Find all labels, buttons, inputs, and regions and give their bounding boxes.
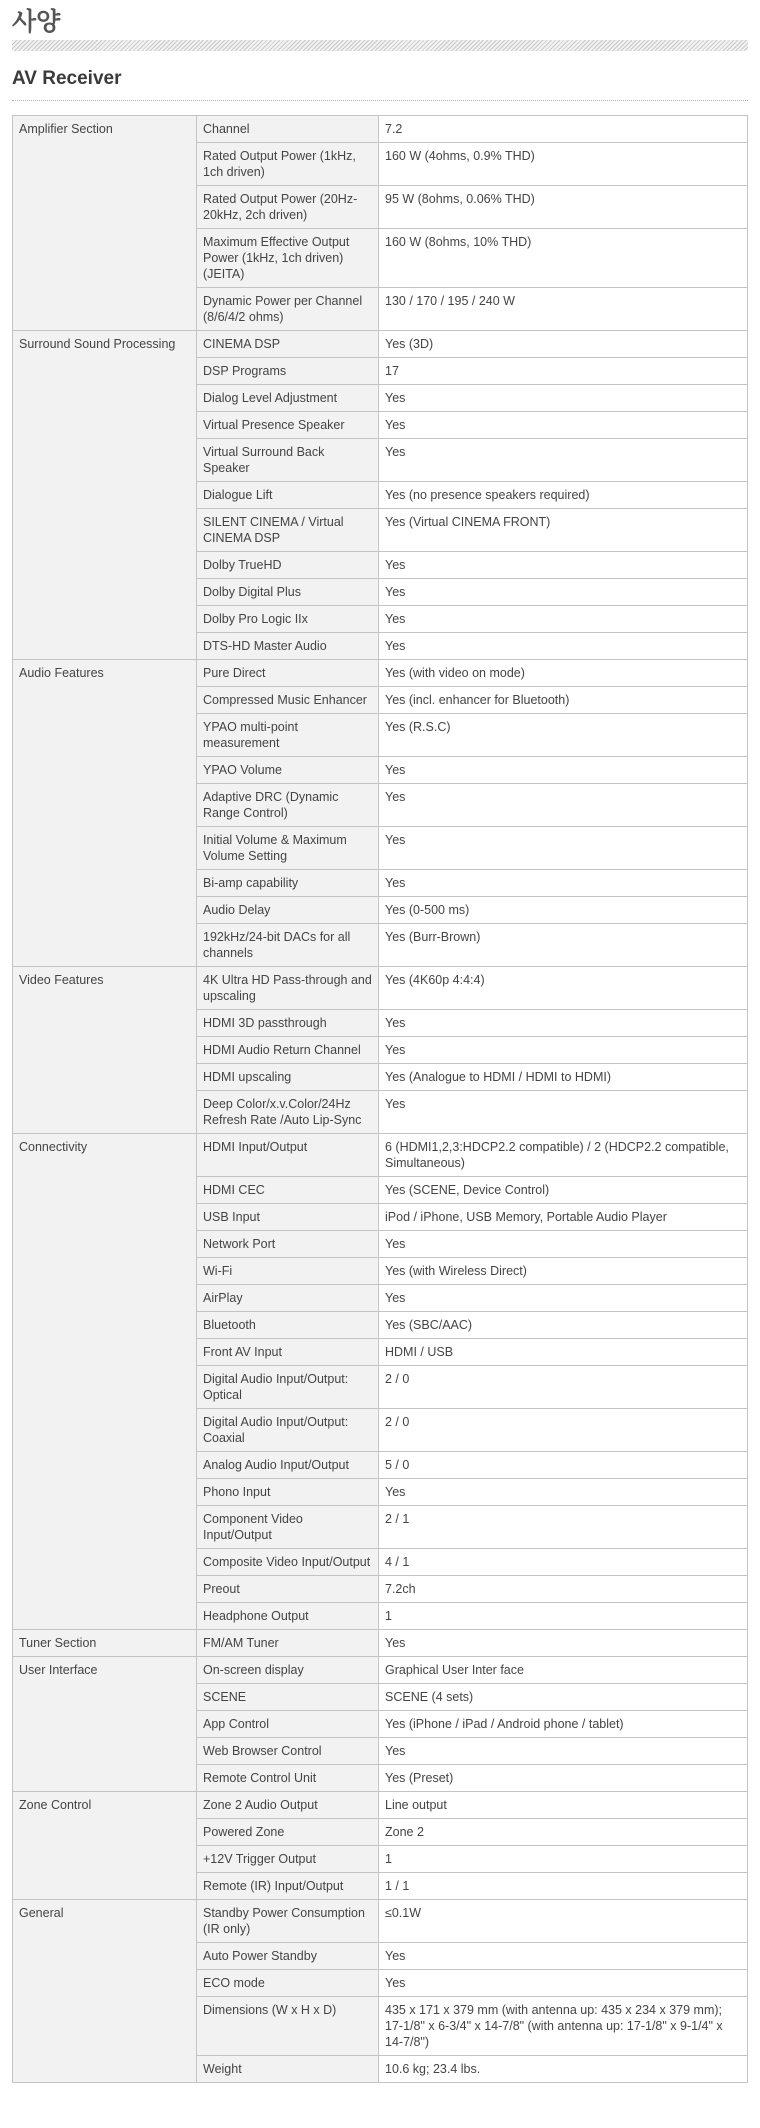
spec-label: FM/AM Tuner — [197, 1630, 379, 1657]
section-title: AV Receiver — [12, 68, 122, 89]
spec-value: Yes — [379, 1231, 748, 1258]
spec-label: Dimensions (W x H x D) — [197, 1997, 379, 2056]
spec-group-name: Surround Sound Processing — [13, 331, 197, 660]
spec-value: Yes (3D) — [379, 331, 748, 358]
spec-value: Yes (R.S.C) — [379, 714, 748, 757]
spec-label: DSP Programs — [197, 358, 379, 385]
spec-label: Maximum Effective Output Power (1kHz, 1ch driven) (JEITA) — [197, 229, 379, 288]
spec-group-name: User Interface — [13, 1657, 197, 1792]
section-divider — [12, 100, 748, 101]
table-row — [13, 1900, 748, 1943]
spec-value: Yes — [379, 412, 748, 439]
spec-label: Remote Control Unit — [197, 1765, 379, 1792]
spec-value: Yes (Preset) — [379, 1765, 748, 1792]
spec-value: 2 / 0 — [379, 1409, 748, 1452]
spec-value: 4 / 1 — [379, 1549, 748, 1576]
spec-label: Bi-amp capability — [197, 870, 379, 897]
spec-value: 435 x 171 x 379 mm (with antenna up: 435 x 234 x 379 mm); 17-1/8" x 6-3/4" x 14-7/8" (with antenna up: 17-1/8" x 9-1/4" x 14-7/8") — [379, 1997, 748, 2056]
spec-value: Yes (SBC/AAC) — [379, 1312, 748, 1339]
spec-label: YPAO Volume — [197, 757, 379, 784]
spec-group-name: Connectivity — [13, 1134, 197, 1630]
spec-group-name: Video Features — [13, 967, 197, 1134]
table-row — [13, 1630, 748, 1657]
spec-label: HDMI 3D passthrough — [197, 1010, 379, 1037]
spec-value: Yes (Virtual CINEMA FRONT) — [379, 509, 748, 552]
spec-value: 7.2 — [379, 116, 748, 143]
spec-label: 192kHz/24-bit DACs for all channels — [197, 924, 379, 967]
spec-table-body — [13, 116, 748, 2083]
spec-value: Zone 2 — [379, 1819, 748, 1846]
page-title: 사양 — [12, 7, 61, 36]
spec-value: Yes (with Wireless Direct) — [379, 1258, 748, 1285]
spec-label: Digital Audio Input/Output: Coaxial — [197, 1409, 379, 1452]
spec-value: Yes — [379, 1479, 748, 1506]
spec-label: On-screen display — [197, 1657, 379, 1684]
spec-label: USB Input — [197, 1204, 379, 1231]
spec-table — [12, 115, 748, 2083]
spec-value: 2 / 1 — [379, 1506, 748, 1549]
spec-label: Virtual Surround Back Speaker — [197, 439, 379, 482]
spec-value: Yes — [379, 1010, 748, 1037]
spec-label: Dialogue Lift — [197, 482, 379, 509]
spec-label: Digital Audio Input/Output: Optical — [197, 1366, 379, 1409]
spec-value: Yes — [379, 1037, 748, 1064]
spec-label: Powered Zone — [197, 1819, 379, 1846]
spec-label: Remote (IR) Input/Output — [197, 1873, 379, 1900]
spec-label: Front AV Input — [197, 1339, 379, 1366]
spec-group-name: Zone Control — [13, 1792, 197, 1900]
spec-value: Yes (Analogue to HDMI / HDMI to HDMI) — [379, 1064, 748, 1091]
spec-label: Pure Direct — [197, 660, 379, 687]
spec-value: Yes — [379, 1970, 748, 1997]
spec-value: Yes — [379, 1738, 748, 1765]
spec-label: HDMI Audio Return Channel — [197, 1037, 379, 1064]
spec-group-name: Tuner Section — [13, 1630, 197, 1657]
spec-value: 160 W (8ohms, 10% THD) — [379, 229, 748, 288]
spec-value: Yes (0-500 ms) — [379, 897, 748, 924]
spec-label: Adaptive DRC (Dynamic Range Control) — [197, 784, 379, 827]
spec-label: Phono Input — [197, 1479, 379, 1506]
spec-value: 1 — [379, 1846, 748, 1873]
spec-label: Compressed Music Enhancer — [197, 687, 379, 714]
spec-label: Component Video Input/Output — [197, 1506, 379, 1549]
spec-label: Deep Color/x.v.Color/24Hz Refresh Rate /Auto Lip-Sync — [197, 1091, 379, 1134]
spec-value: Yes — [379, 633, 748, 660]
spec-label: +12V Trigger Output — [197, 1846, 379, 1873]
spec-label: 4K Ultra HD Pass-through and upscaling — [197, 967, 379, 1010]
spec-value: Graphical User Inter face — [379, 1657, 748, 1684]
spec-label: YPAO multi-point measurement — [197, 714, 379, 757]
spec-value: Yes — [379, 552, 748, 579]
spec-label: SCENE — [197, 1684, 379, 1711]
spec-label: Dolby Pro Logic IIx — [197, 606, 379, 633]
spec-value: Yes — [379, 1285, 748, 1312]
table-row — [13, 967, 748, 1010]
table-row — [13, 1792, 748, 1819]
spec-value: 95 W (8ohms, 0.06% THD) — [379, 186, 748, 229]
spec-value: Yes — [379, 1630, 748, 1657]
table-row — [13, 660, 748, 687]
spec-group-name: Audio Features — [13, 660, 197, 967]
spec-value: 10.6 kg; 23.4 lbs. — [379, 2056, 748, 2083]
spec-label: Wi-Fi — [197, 1258, 379, 1285]
spec-value: HDMI / USB — [379, 1339, 748, 1366]
spec-label: Analog Audio Input/Output — [197, 1452, 379, 1479]
spec-label: Zone 2 Audio Output — [197, 1792, 379, 1819]
spec-label: CINEMA DSP — [197, 331, 379, 358]
spec-value: Yes (iPhone / iPad / Android phone / tablet) — [379, 1711, 748, 1738]
spec-label: Auto Power Standby — [197, 1943, 379, 1970]
spec-value: Yes — [379, 606, 748, 633]
spec-value: Yes (incl. enhancer for Bluetooth) — [379, 687, 748, 714]
spec-value: Yes — [379, 385, 748, 412]
spec-group-name: Amplifier Section — [13, 116, 197, 331]
spec-value: Yes — [379, 827, 748, 870]
spec-value: Yes (with video on mode) — [379, 660, 748, 687]
spec-value: 160 W (4ohms, 0.9% THD) — [379, 143, 748, 186]
spec-value: ≤0.1W — [379, 1900, 748, 1943]
spec-label: Network Port — [197, 1231, 379, 1258]
spec-label: App Control — [197, 1711, 379, 1738]
spec-label: Preout — [197, 1576, 379, 1603]
spec-value: Yes (4K60p 4:4:4) — [379, 967, 748, 1010]
spec-value: 6 (HDMI1,2,3:HDCP2.2 compatible) / 2 (HDCP2.2 compatible, Simultaneous) — [379, 1134, 748, 1177]
table-row — [13, 1657, 748, 1684]
spec-label: Headphone Output — [197, 1603, 379, 1630]
spec-value: iPod / iPhone, USB Memory, Portable Audio Player — [379, 1204, 748, 1231]
spec-label: Web Browser Control — [197, 1738, 379, 1765]
title-divider — [12, 40, 748, 51]
spec-label: Weight — [197, 2056, 379, 2083]
spec-value: Yes — [379, 439, 748, 482]
spec-value: 1 — [379, 1603, 748, 1630]
spec-label: Rated Output Power (20Hz-20kHz, 2ch driven) — [197, 186, 379, 229]
spec-label: Bluetooth — [197, 1312, 379, 1339]
spec-label: ECO mode — [197, 1970, 379, 1997]
spec-label: Dolby Digital Plus — [197, 579, 379, 606]
spec-value: 2 / 0 — [379, 1366, 748, 1409]
spec-value: Yes — [379, 1943, 748, 1970]
spec-label: Rated Output Power (1kHz, 1ch driven) — [197, 143, 379, 186]
spec-label: HDMI CEC — [197, 1177, 379, 1204]
spec-label: Initial Volume & Maximum Volume Setting — [197, 827, 379, 870]
spec-value: 5 / 0 — [379, 1452, 748, 1479]
spec-label: Composite Video Input/Output — [197, 1549, 379, 1576]
spec-value: Yes (Burr-Brown) — [379, 924, 748, 967]
spec-value: Yes — [379, 757, 748, 784]
spec-value: Yes — [379, 1091, 748, 1134]
spec-value: Yes — [379, 784, 748, 827]
spec-value: 7.2ch — [379, 1576, 748, 1603]
spec-value: Yes (SCENE, Device Control) — [379, 1177, 748, 1204]
spec-label: Dolby TrueHD — [197, 552, 379, 579]
table-row — [13, 116, 748, 143]
spec-label: HDMI Input/Output — [197, 1134, 379, 1177]
spec-value: 17 — [379, 358, 748, 385]
spec-value: 130 / 170 / 195 / 240 W — [379, 288, 748, 331]
spec-label: Standby Power Consumption (IR only) — [197, 1900, 379, 1943]
spec-value: 1 / 1 — [379, 1873, 748, 1900]
spec-value: SCENE (4 sets) — [379, 1684, 748, 1711]
spec-value: Line output — [379, 1792, 748, 1819]
spec-value: Yes — [379, 579, 748, 606]
spec-label: Channel — [197, 116, 379, 143]
spec-label: SILENT CINEMA / Virtual CINEMA DSP — [197, 509, 379, 552]
spec-label: HDMI upscaling — [197, 1064, 379, 1091]
spec-label: Dialog Level Adjustment — [197, 385, 379, 412]
table-row — [13, 1134, 748, 1177]
table-row — [13, 331, 748, 358]
spec-group-name: General — [13, 1900, 197, 2083]
spec-label: AirPlay — [197, 1285, 379, 1312]
spec-label: Virtual Presence Speaker — [197, 412, 379, 439]
spec-value: Yes (no presence speakers required) — [379, 482, 748, 509]
spec-value: Yes — [379, 870, 748, 897]
spec-label: DTS-HD Master Audio — [197, 633, 379, 660]
spec-label: Audio Delay — [197, 897, 379, 924]
spec-label: Dynamic Power per Channel (8/6/4/2 ohms) — [197, 288, 379, 331]
